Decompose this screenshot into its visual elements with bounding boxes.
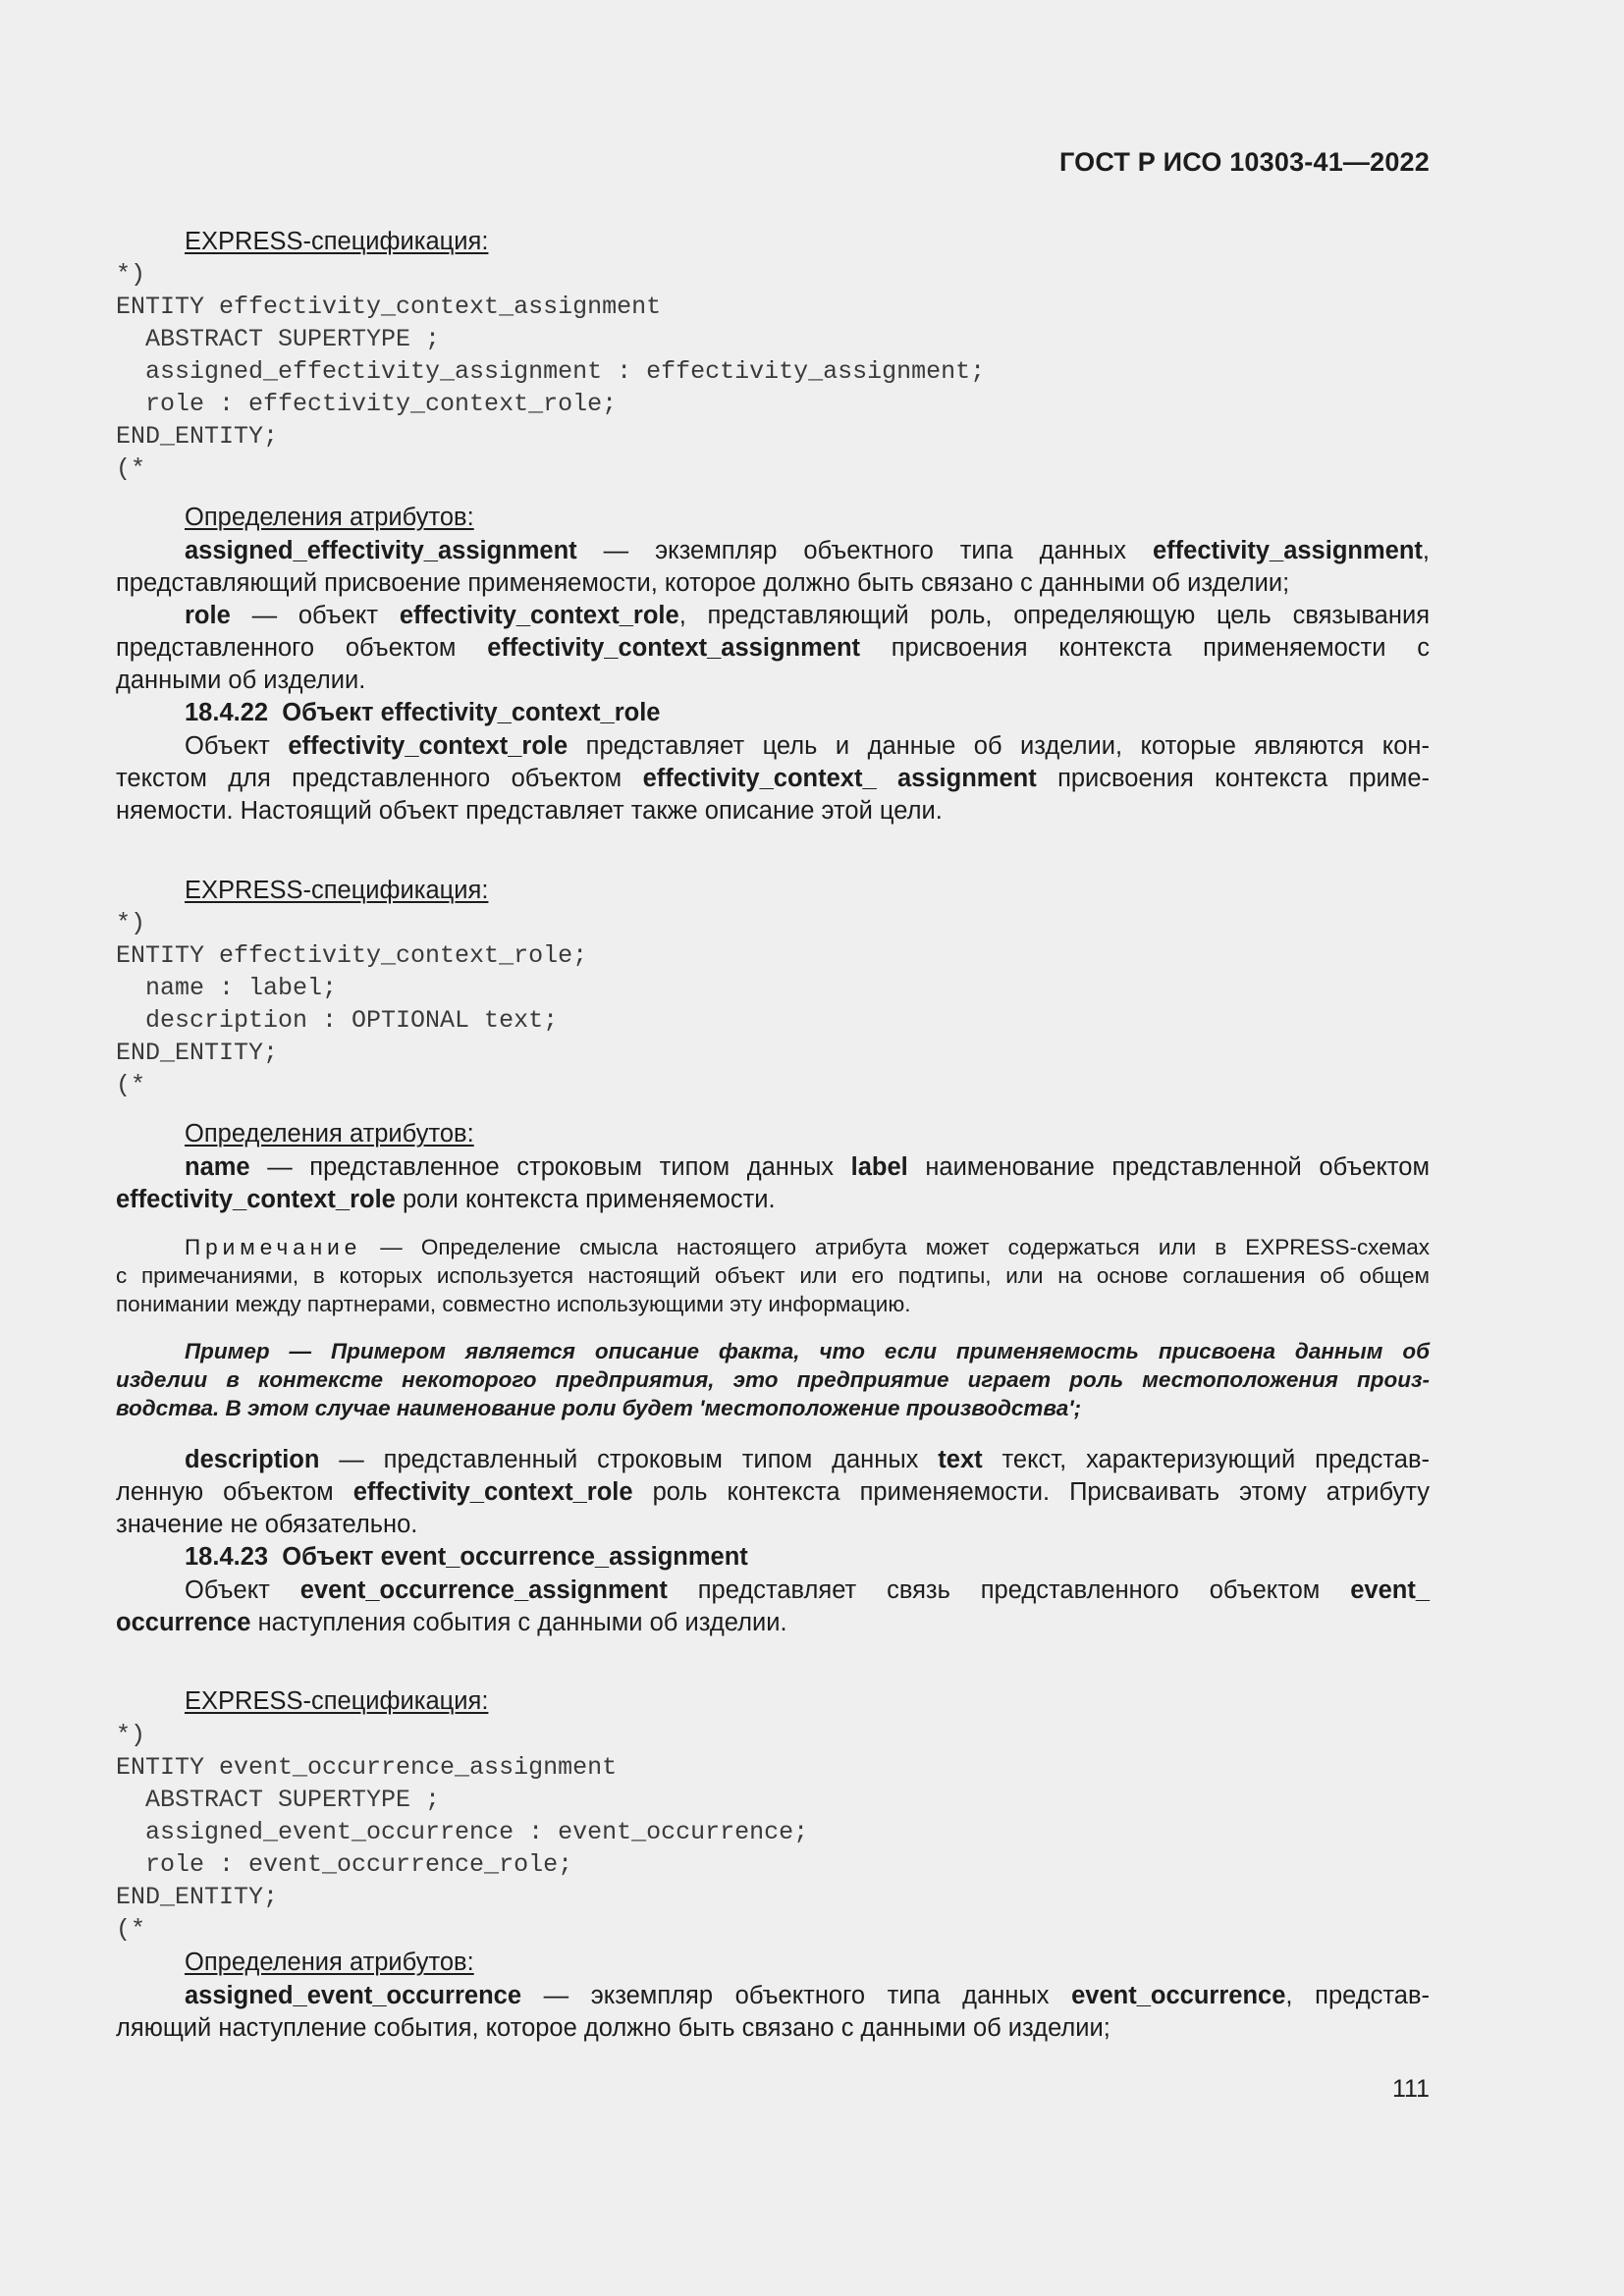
code-line: END_ENTITY; <box>116 422 279 451</box>
code-line: name : label; <box>116 974 338 1002</box>
code-line: *) <box>116 260 146 289</box>
code-line: role : event_occurrence_role; <box>116 1850 573 1879</box>
attr-definition-cont: ленную объектом effectivity_context_role роль контекста применяемости. Присваивать этому атрибуту <box>116 1478 1430 1506</box>
note-cont: с примечаниями, в которых используется настоящий объект или его подтипы, или на основе соглашения об общем <box>116 1263 1430 1288</box>
code-line: description : OPTIONAL text; <box>116 1006 559 1035</box>
attr-definition: assigned_event_occurrence — экземпляр объектного типа данных event_occurrence, представ- <box>185 1982 1430 2009</box>
code-line: (* <box>116 454 146 483</box>
code-line: END_ENTITY; <box>116 1039 279 1067</box>
example: Пример — Примером является описание факта, что если применяемость присвоена данным об <box>185 1339 1430 1363</box>
standard-header: ГОСТ Р ИСО 10303-41—2022 <box>1059 147 1430 177</box>
paragraph: Объект effectivity_context_role представляет цель и данные об изделии, которые являются кон- <box>185 732 1431 760</box>
code-line: (* <box>116 1071 146 1099</box>
note: Примечание — Определение смысла настоящего атрибута может содержаться или в EXPRESS-схемах <box>185 1235 1430 1259</box>
attr-defs-label: Определения атрибутов: <box>185 1120 474 1148</box>
code-line: ENTITY effectivity_context_role; <box>116 941 588 970</box>
example-cont: водства. В этом случае наименование роли будет 'местоположение производства'; <box>116 1396 1082 1420</box>
attr-definition: name — представленное строковым типом данных label наименование представленной объектом <box>185 1153 1430 1181</box>
page-number: 111 <box>1391 2075 1430 2103</box>
code-line: END_ENTITY; <box>116 1883 279 1911</box>
attr-definition-cont: данными об изделии. <box>116 667 366 694</box>
code-line: *) <box>116 1721 146 1749</box>
attr-defs-label: Определения атрибутов: <box>185 504 474 531</box>
attr-definition-cont: представленного объектом effectivity_context_assignment присвоения контекста применяемости с <box>116 634 1430 662</box>
paragraph-cont: текстом для представленного объектом effectivity_context_ assignment присвоения контекста приме- <box>116 765 1430 792</box>
code-line: ENTITY effectivity_context_assignment <box>116 293 662 321</box>
express-spec-label: EXPRESS-спецификация: <box>185 1687 489 1715</box>
note-cont: понимании между партнерами, совместно использующими эту информацию. <box>116 1292 911 1316</box>
attr-definition-cont: значение не обязательно. <box>116 1511 418 1538</box>
express-spec-label: EXPRESS-спецификация: <box>185 877 489 904</box>
attr-definition: assigned_effectivity_assignment — экземпляр объектного типа данных effectivity_assignment, <box>185 537 1430 564</box>
section-heading: 18.4.23 Объект event_occurrence_assignment <box>185 1543 748 1571</box>
express-spec-label: EXPRESS-спецификация: <box>185 228 489 255</box>
attr-definition-cont: ляющий наступление события, которое должно быть связано с данными об изделии; <box>116 2014 1110 2042</box>
section-heading: 18.4.22 Объект effectivity_context_role <box>185 699 661 726</box>
paragraph: Объект event_occurrence_assignment представляет связь представленного объектом event_ <box>185 1576 1430 1604</box>
attr-defs-label: Определения атрибутов: <box>185 1949 474 1976</box>
code-line: ABSTRACT SUPERTYPE ; <box>116 325 441 353</box>
attr-definition-cont: effectivity_context_role роли контекста применяемости. <box>116 1186 776 1213</box>
code-line: (* <box>116 1915 146 1944</box>
code-line: ABSTRACT SUPERTYPE ; <box>116 1786 441 1814</box>
code-line: ENTITY event_occurrence_assignment <box>116 1753 618 1782</box>
attr-definition-cont: представляющий присвоение применяемости, которое должно быть связано с данными об изделии; <box>116 569 1290 597</box>
code-line: assigned_effectivity_assignment : effectivity_assignment; <box>116 357 986 386</box>
paragraph-cont: няемости. Настоящий объект представляет также описание этой цели. <box>116 797 943 825</box>
attr-definition: role — объект effectivity_context_role, представляющий роль, определяющую цель связывания <box>185 602 1430 629</box>
attr-definition: description — представленный строковым типом данных text текст, характеризующий представ- <box>185 1446 1430 1473</box>
paragraph-cont: occurrence наступления события с данными об изделии. <box>116 1609 787 1636</box>
code-line: *) <box>116 909 146 937</box>
code-line: assigned_event_occurrence : event_occurrence; <box>116 1818 809 1846</box>
example-cont: изделии в контексте некоторого предприятия, это предприятие играет роль местоположения произ- <box>116 1367 1430 1392</box>
code-line: role : effectivity_context_role; <box>116 390 618 418</box>
